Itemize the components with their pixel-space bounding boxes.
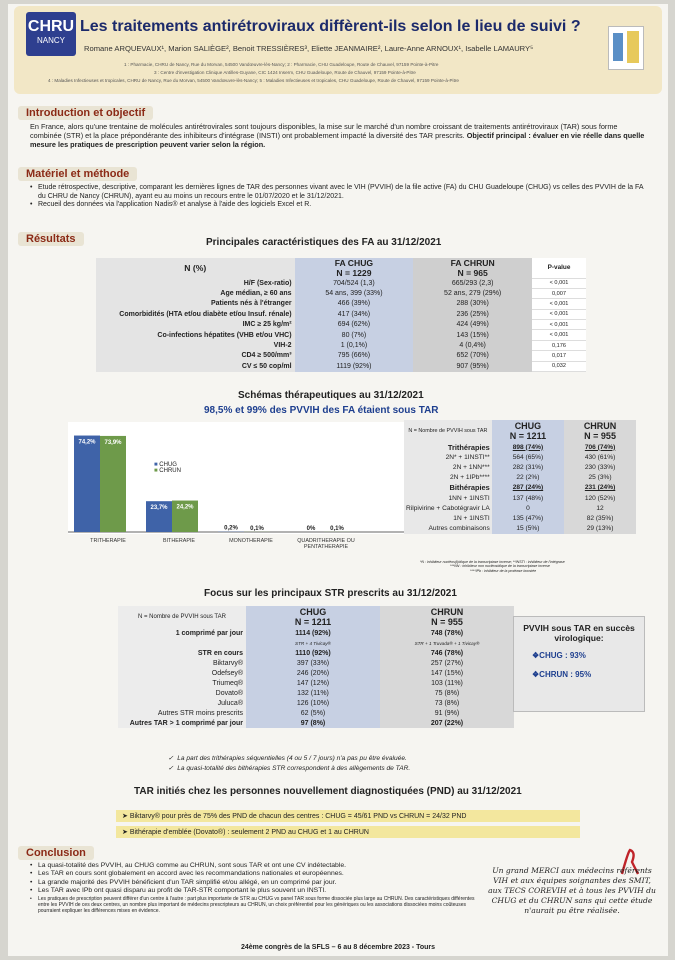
table3-row <box>118 668 514 678</box>
chrun-value: 652 (70%) <box>413 351 532 361</box>
p-value: 0,007 <box>532 288 586 298</box>
success-chrun: ❖CHRUN : 95% <box>532 670 592 679</box>
p-value: 0,017 <box>532 351 586 361</box>
table3-row <box>118 678 514 688</box>
note-2: ✓ La quasi-totalité des bithérapies STR correspondent à des allègements de TAR. <box>168 765 411 772</box>
bar-label-chug-1: 23,7% <box>150 505 168 512</box>
table1-row <box>96 340 586 350</box>
table3-row <box>118 718 514 728</box>
table3-row <box>118 638 514 648</box>
row-label: Juluca® <box>118 698 246 708</box>
t3-col-n: N = Nombre de PVVIH sous TAR <box>118 606 246 628</box>
chug-value: STR + 4 Tivicay® <box>246 638 380 648</box>
table1-row <box>96 299 586 309</box>
chrun-value: 91 (9%) <box>380 708 514 718</box>
row-label: Biktarvy® <box>118 658 246 668</box>
chrun-value: 75 (8%) <box>380 688 514 698</box>
chrun-value: 52 ans, 279 (29%) <box>413 288 532 298</box>
chug-value: 417 (34%) <box>295 309 414 319</box>
chrun-value: STR + 1 Truvada® + 1 Tivicay® <box>380 638 514 648</box>
table2-row <box>404 513 636 523</box>
affiliation-3: 4 : Maladies Infectieuses et tropicales, CHRU de Nancy, Rue du Morvan, 54500 Vandœuvre-lès-Nancy; 5 : Maladies Infectieuses et tropicales, CHU Guadeloupe, Route de Chauvel, 97159 Pointe-à-Pitre <box>48 78 459 83</box>
chrun-value: 120 (52%) <box>564 493 636 503</box>
table1-row <box>96 351 586 361</box>
row-label: H/F (Sex-ratio) <box>96 278 295 288</box>
row-label: Age médian, ≥ 60 ans <box>96 288 295 298</box>
chug-value: 694 (62%) <box>295 320 414 330</box>
chru-logo: CHRU NANCY <box>26 12 76 56</box>
row-label: Autres STR moins prescrits <box>118 708 246 718</box>
table2-row <box>404 442 636 452</box>
affiliation-1: 1 : Pharmacie, CHRU de Nancy, Rue du Morvan, 54500 Vandœuvre-lès-Nancy; 2 : Pharmacie, CHU Guadeloupe, Route de Chauvel, 97159 Pointe-à-Pitre <box>124 62 439 67</box>
row-label: Trithérapies <box>404 442 492 452</box>
p-value: < 0,001 <box>532 309 586 319</box>
t2-col-n: N = Nombre de PVVIH sous TAR <box>404 420 492 442</box>
chug-value: 397 (33%) <box>246 658 380 668</box>
row-label: 1 comprimé par jour <box>118 628 246 638</box>
chug-value: 466 (39%) <box>295 299 414 309</box>
chrun-value: 746 (78%) <box>380 648 514 658</box>
chrun-value: 424 (49%) <box>413 320 532 330</box>
chug-value: 287 (24%) <box>492 483 564 493</box>
row-label: Bithérapies <box>404 483 492 493</box>
bar-label-chug-0: 74,2% <box>78 439 96 446</box>
table2-row <box>404 483 636 493</box>
chrun-value: 103 (11%) <box>380 678 514 688</box>
table2-row <box>404 524 636 534</box>
row-label: Co-infections hépatites (VHB et/ou VHC) <box>96 330 295 340</box>
schemas-subtitle: 98,5% et 99% des PVVIH des FA étaient sous TAR <box>204 405 439 416</box>
poster <box>8 4 668 956</box>
chrun-value: 207 (22%) <box>380 718 514 728</box>
col-chug: FA CHUG N = 1229 <box>295 258 414 278</box>
table1-row <box>96 361 586 371</box>
p-value: < 0,001 <box>532 320 586 330</box>
conclusion-list <box>30 862 476 914</box>
poster-title: Les traitements antirétroviraux diffèrent-ils selon le lieu de suivi ? <box>80 18 581 35</box>
p-value: < 0,001 <box>532 278 586 288</box>
conclusion-bullet: • Les pratiques de prescription peuvent différer d'un centre à l'autre : part plus importante de STR au CHUG vs panel TAR sous forme dissociée plus large au CHRUN. Des caractéristiques différentes entre les PVVIH de ces deux centres, un nombre plus important de médecins prescripteurs au CHRUN, un choix préférentiel pour les génériques ou les associations dissociées moins coûteuses pourraient expliquer les différences mises en évidence. <box>30 896 476 914</box>
row-label: STR en cours <box>118 648 246 658</box>
chrun-value: 143 (15%) <box>413 330 532 340</box>
table3-row <box>118 658 514 668</box>
acknowledgements: Un grand MERCI aux médecins référents VIH et aux équipes soignantes des SMIT, aux TECS COREVIH et à tous les PVVIH du CHUG et du CHRUN sans qui cette étude n'aurait pu être réalisée. <box>488 866 656 915</box>
chug-value: 1114 (92%) <box>246 628 380 638</box>
row-label: Autres combinaisons <box>404 524 492 534</box>
chug-value: 1 (0,1%) <box>295 340 414 350</box>
chrun-value: 82 (35%) <box>564 513 636 523</box>
footer: 24ème congrès de la SFLS – 6 au 8 décembre 2023 - Tours <box>240 944 435 951</box>
virologic-success-box <box>513 616 645 712</box>
t3-col-chug: CHUG N = 1211 <box>246 606 380 628</box>
chug-value: 1119 (92%) <box>295 361 414 371</box>
row-label <box>118 638 246 648</box>
chug-value: 62 (5%) <box>246 708 380 718</box>
intro-heading: Introduction et objectif <box>18 106 153 120</box>
row-label: Patients nés à l'étranger <box>96 299 295 309</box>
chug-value: 126 (10%) <box>246 698 380 708</box>
table2-row <box>404 462 636 472</box>
chug-value: 135 (47%) <box>492 513 564 523</box>
characteristics-table <box>96 258 586 372</box>
table3-row <box>118 648 514 658</box>
chrun-value: 25 (3%) <box>564 473 636 483</box>
note-1: ✓ La part des trithérapies séquentielles (4 ou 5 / 7 jours) n'a pas pu être évaluée. <box>168 755 407 762</box>
p-value: < 0,001 <box>532 330 586 340</box>
success-title: PVVIH sous TAR en succès virologique: <box>523 623 635 643</box>
row-label: CV ≤ 50 cop/ml <box>96 361 295 371</box>
chrun-value: 29 (13%) <box>564 524 636 534</box>
row-label: Odefsey® <box>118 668 246 678</box>
table1-row <box>96 278 586 288</box>
chrun-value: 231 (24%) <box>564 483 636 493</box>
bar-label-chug-3: 0% <box>306 526 316 532</box>
chug-value: 246 (20%) <box>246 668 380 678</box>
table2-row <box>404 503 636 513</box>
table2-row <box>404 473 636 483</box>
x-label-tri: TRITHERAPIE <box>90 538 126 544</box>
chrun-value: 12 <box>564 503 636 513</box>
chrun-value: 288 (30%) <box>413 299 532 309</box>
chug-value: 898 (74%) <box>492 442 564 452</box>
t3-col-chrun: CHRUN N = 955 <box>380 606 514 628</box>
table1-row <box>96 330 586 340</box>
chug-value: 80 (7%) <box>295 330 414 340</box>
affiliation-2: 3 : Centre d'investigation Clinique Antilles-Guyane, CIC 1424 Inserm, CHU Guadeloupe, Route de Chauvel, 97159 Pointe-à-Pitre <box>154 70 416 75</box>
chug-value: 22 (2%) <box>492 473 564 483</box>
table2-notes: *N : inhibiteur nucléos(t)idique de la transcriptase inverse; **INSTI : inhibiteur de l'intégrase ***NN : inhibiteur non nucléosidique de la transcriptase inverse ****IPb : inhibiteur de la protéase boostée <box>420 560 565 573</box>
chrun-value: 257 (27%) <box>380 658 514 668</box>
chug-value: 0 <box>492 503 564 513</box>
col-n: N (%) <box>96 258 295 278</box>
schemas-table <box>404 420 636 534</box>
chug-value: 282 (31%) <box>492 462 564 472</box>
chrun-value: 230 (33%) <box>564 462 636 472</box>
table3-row <box>118 708 514 718</box>
table1-row <box>96 288 586 298</box>
chug-value: 15 (5%) <box>492 524 564 534</box>
focus-title: Focus sur les principaux STR prescrits au 31/12/2021 <box>204 588 457 599</box>
bar-label-chug-2: 0,2% <box>224 525 238 532</box>
row-label: 1NN + 1INSTI <box>404 493 492 503</box>
row-label: Dovato® <box>118 688 246 698</box>
t2-col-chrun: CHRUN N = 955 <box>564 420 636 442</box>
chug-value: 147 (12%) <box>246 678 380 688</box>
chrun-value: 236 (25%) <box>413 309 532 319</box>
table2-row <box>404 452 636 462</box>
results-heading: Résultats <box>18 232 84 246</box>
conclusion-bullet: • Les TAR en cours sont globalement en accord avec les recommandations nationales et européennes. <box>30 870 476 878</box>
row-label: VIH-2 <box>96 340 295 350</box>
str-table <box>118 606 514 728</box>
chug-value: 704/524 (1,3) <box>295 278 414 288</box>
chrun-value: 665/293 (2,3) <box>413 278 532 288</box>
chrun-value: 430 (61%) <box>564 452 636 462</box>
table2-row <box>404 493 636 503</box>
row-label: 2N + 1IPb**** <box>404 473 492 483</box>
bar-label-chrun-1: 24,2% <box>176 504 194 511</box>
conclusion-heading: Conclusion <box>18 846 94 860</box>
header-banner <box>14 6 662 94</box>
authors: Romane ARQUEVAUX¹, Marion SALIÈGE², Benoit TRESSIÈRES³, Eliette JEANMAIRE², Laure-Anne ARNOUX¹, Isabelle LAMAURY⁵ <box>84 44 534 53</box>
success-chug: ❖CHUG : 93% <box>532 651 586 660</box>
methods-bullet: • Recueil des données via l'application Nadis® et analyse à l'aide des logiciels Excel et R. <box>30 201 650 210</box>
chrun-value: 907 (95%) <box>413 361 532 371</box>
pnd-box-1: ➤ Biktarvy® pour près de 75% des PND de chacun des centres : CHUG = 45/61 PND vs CHRUN = 24/32 PND <box>116 810 580 822</box>
table1-title: Principales caractéristiques des FA au 31/12/2021 <box>206 237 442 248</box>
row-label: CD4 ≥ 500/mm³ <box>96 351 295 361</box>
col-chrun: FA CHRUN N = 965 <box>413 258 532 278</box>
table3-row <box>118 688 514 698</box>
x-label-bi: BITHERAPIE <box>162 538 196 544</box>
bar-label-chrun-3: 0,1% <box>330 525 344 532</box>
intro-text: En France, alors qu'une trentaine de molécules antirétrovirales sont toujours disponibles, la mise sur le marché d'un nombre croissant de traitements antirétroviraux (TAR) sous forme combinée (STR) et la place prépondérante des inhibiteurs d'intégrase (INSTI) ont probablement impacté la diversité des TAR prescrits. Objectif principal : évaluer en vie réelle dans quelle mesure les pratiques de prescription peuvent varier selon la région. <box>30 122 645 149</box>
bar-chug-0 <box>74 436 100 532</box>
chug-value: 54 ans, 399 (33%) <box>295 288 414 298</box>
bar-label-chrun-2: 0,1% <box>250 525 264 532</box>
chart-svg <box>68 422 418 534</box>
row-label: 2N* + 1INSTI** <box>404 452 492 462</box>
chrun-value: 706 (74%) <box>564 442 636 452</box>
chug-value: 97 (8%) <box>246 718 380 728</box>
table1-row <box>96 309 586 319</box>
conclusion-bullet: • La quasi-totalité des PVVIH, au CHUG comme au CHRUN, sont sous TAR et ont une CV indétectable. <box>30 862 476 870</box>
schemas-title: Schémas thérapeutiques au 31/12/2021 <box>238 390 424 401</box>
p-value: 0,032 <box>532 361 586 371</box>
chug-value: 132 (11%) <box>246 688 380 698</box>
chrun-value: 748 (78%) <box>380 628 514 638</box>
pnd-title: TAR initiés chez les personnes nouvellement diagnostiquées (PND) au 31/12/2021 <box>134 786 522 797</box>
methods-heading: Matériel et méthode <box>18 167 137 181</box>
table1-row <box>96 320 586 330</box>
chug-value: 137 (48%) <box>492 493 564 503</box>
p-value: < 0,001 <box>532 299 586 309</box>
row-label: Triumeq® <box>118 678 246 688</box>
chrun-value: 4 (0,4%) <box>413 340 532 350</box>
bar-chrun-0 <box>100 436 126 532</box>
x-label-quadri: QUADRITHERAPIE OU PENTATHERAPIE <box>297 538 355 550</box>
x-label-mono: MONOTHERAPIE <box>229 538 273 544</box>
row-label: Comorbidités (HTA et/ou diabète et/ou Insuf. rénale) <box>96 309 295 319</box>
chrun-value: 73 (8%) <box>380 698 514 708</box>
chug-value: 795 (66%) <box>295 351 414 361</box>
methods-bullet: • Etude rétrospective, descriptive, comparant les dernières lignes de TAR des personnes vivant avec le VIH (PVVIH) de la file active (FA) du CHU Guadeloupe (CHUG) vs celles des PVVIH de la FA du CHRU de Nancy (CHRUN), ayant eu au moins un recours entre le 01/07/2020 et le 31/12/2021. <box>30 184 650 201</box>
row-label: Autres TAR > 1 comprimé par jour <box>118 718 246 728</box>
row-label: 2N + 1NN*** <box>404 462 492 472</box>
table3-row <box>118 628 514 638</box>
table3-row <box>118 698 514 708</box>
p-value: 0,176 <box>532 340 586 350</box>
corevih-logo <box>608 26 644 70</box>
chrun-value: 147 (15%) <box>380 668 514 678</box>
therapy-bar-chart <box>68 422 418 534</box>
pnd-box-2: ➤ Bithérapie d'emblée (Dovato®) : seulement 2 PND au CHUG et 1 au CHRUN <box>116 826 580 838</box>
chart-legend: ■ CHUG ■ CHRUN <box>154 462 181 474</box>
conclusion-bullet: • La grande majorité des PVVIH bénéficient d'un TAR simplifié et/ou allégé, en un comprimé par jour. <box>30 879 476 887</box>
row-label: Rilpivirine + Cabotégravir LA <box>406 504 490 512</box>
row-label: IMC ≥ 25 kg/m² <box>96 320 295 330</box>
chug-value: 564 (65%) <box>492 452 564 462</box>
conclusion-bullet: • Les TAR avec IPb ont quasi disparu au profit de TAR-STR comportant le plus souvent un INSTI. <box>30 887 476 895</box>
col-pvalue: P-value <box>532 258 586 278</box>
bar-label-chrun-0: 73,9% <box>104 439 122 446</box>
methods-list <box>30 184 650 210</box>
row-label: 1N + 1INSTI <box>404 513 492 523</box>
t2-col-chug: CHUG N = 1211 <box>492 420 564 442</box>
chug-value: 1110 (92%) <box>246 648 380 658</box>
